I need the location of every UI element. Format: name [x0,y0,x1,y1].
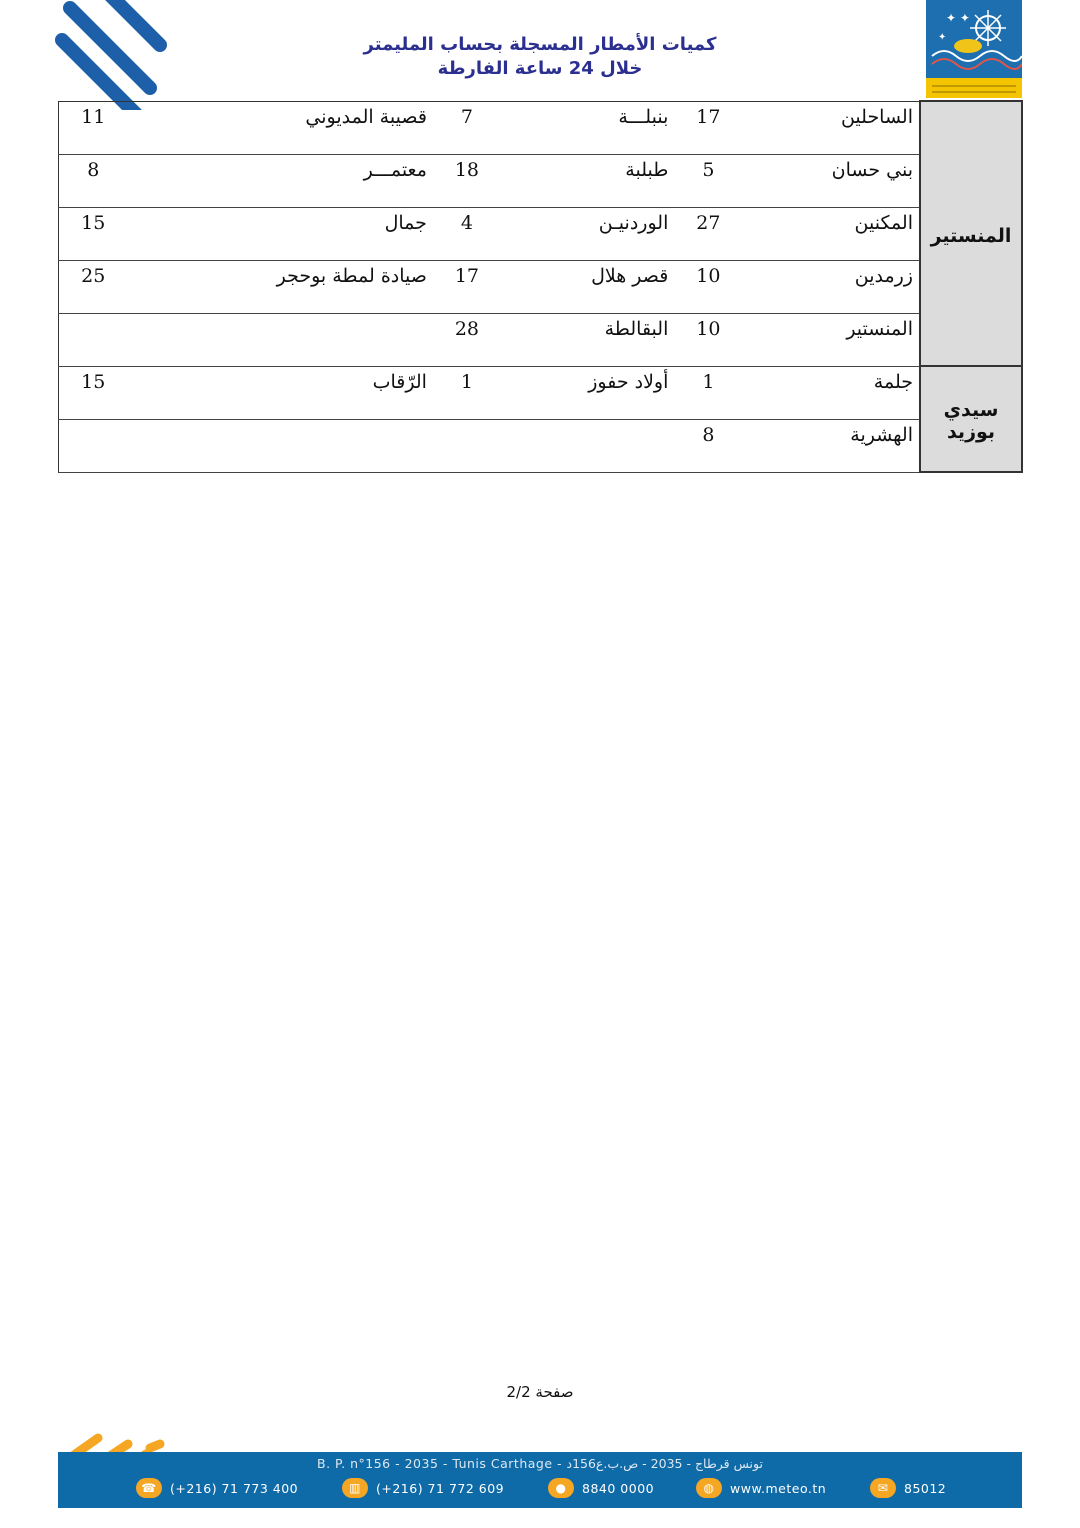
svg-text:✦: ✦ [938,32,947,43]
footer-phone [136,1476,298,1500]
station-name: الساحلين [742,101,920,154]
rain-value: 4 [433,207,501,260]
table-row [59,207,1023,260]
header-stripes-decoration [0,0,190,110]
chat-icon: ● [548,1478,574,1498]
table-row [59,260,1023,313]
code-number: 85012 [904,1480,947,1496]
footer-info [548,1476,654,1500]
globe-icon: ◍ [696,1478,722,1498]
rain-value: 18 [433,154,501,207]
station-name: بنبلـــة [501,101,674,154]
station-name: طبلبة [501,154,674,207]
station-name: الوردنيـن [501,207,674,260]
phone-number: (+216) 71 773 400 [170,1480,299,1496]
station-name: جمال [128,207,433,260]
rain-value: 5 [674,154,742,207]
footer-website[interactable] [696,1476,826,1500]
info-number: 8840 0000 [582,1480,655,1496]
table-row [59,101,1023,154]
table-row [59,313,1023,366]
station-name: البقالطة [501,313,674,366]
report-subtitle: خلال 24 ساعة الفارطة [437,58,643,79]
governorate-label: المنستير [920,101,1022,366]
station-name: قصر هلال [501,260,674,313]
svg-text:✦ ✦: ✦ ✦ [946,11,970,25]
rain-value: 1 [433,366,501,419]
rain-value: 17 [433,260,501,313]
rain-value: 8 [674,419,742,472]
table-row [59,419,1023,472]
rain-value: 15 [59,366,128,419]
rain-value: 17 [674,101,742,154]
mail-icon: ✉ [870,1478,896,1498]
rain-value: 15 [59,207,128,260]
station-name: الرّقاب [128,366,433,419]
footer-address: B. P. n°156 - 2035 - Tunis Carthage - تونس قرطاج - 2035 - ص.ب.ع156د [317,1456,763,1471]
rain-value: 28 [433,313,501,366]
rain-value [433,419,501,472]
rain-value: 10 [674,313,742,366]
station-name: المنستير [742,313,920,366]
rainfall-table [58,100,1023,473]
rain-value: 25 [59,260,128,313]
page-number: صفحة 2/2 [506,1383,574,1401]
station-name [501,419,674,472]
footer-fax [342,1476,504,1500]
station-name: الهشرية [742,419,920,472]
rain-value: 8 [59,154,128,207]
fax-icon: ▥ [342,1478,368,1498]
table-row [59,366,1023,419]
station-name: قصيبة المديوني [128,101,433,154]
footer-bar [58,1452,1022,1508]
station-name: المكنين [742,207,920,260]
rain-value [59,313,128,366]
rain-value: 10 [674,260,742,313]
station-name: معتمـــر [128,154,433,207]
rain-value: 1 [674,366,742,419]
table-row [59,154,1023,207]
governorate-label: سيدي بوزيد [920,366,1022,472]
rain-value: 7 [433,101,501,154]
report-title: كميات الأمطار المسجلة بحساب المليمتر [363,34,717,55]
website-link[interactable]: www.meteo.tn [730,1480,827,1496]
rain-value: 27 [674,207,742,260]
institute-logo [926,0,1022,98]
phone-icon: ☎ [136,1478,162,1498]
station-name: أولاد حفوز [501,366,674,419]
rain-value [59,419,128,472]
fax-number: (+216) 71 772 609 [376,1480,505,1496]
station-name [128,419,433,472]
rain-value: 11 [59,101,128,154]
station-name: بني حسان [742,154,920,207]
footer-code [870,1476,946,1500]
station-name [128,313,433,366]
footer-contacts [58,1476,1022,1502]
station-name: زرمدين [742,260,920,313]
station-name: صيادة لمطة بوحجر [128,260,433,313]
station-name: جلمة [742,366,920,419]
